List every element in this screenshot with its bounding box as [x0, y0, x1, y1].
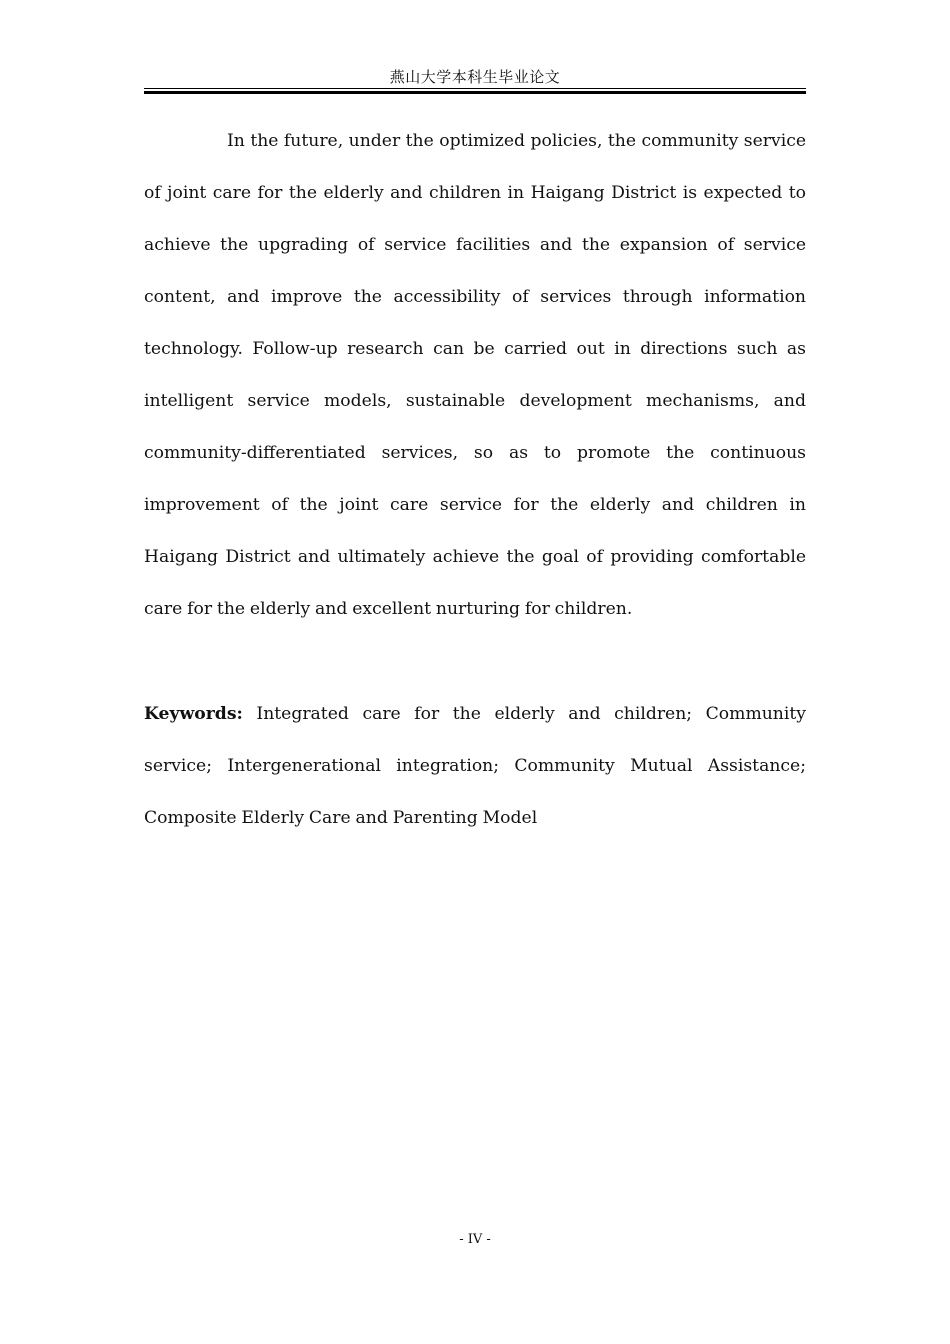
keywords-paragraph — [144, 688, 806, 844]
header-rule-thick — [144, 91, 806, 94]
page-number: - IV - — [459, 1232, 491, 1247]
page-header-title: 燕山大学本科生毕业论文 — [389, 68, 561, 86]
abstract-paragraph: In the future, under the optimized policies, the community service of joint care for the elderly and children in Haigang District is expected to achieve the upgrading of service facilities and the expansion of service content, and improve the accessibility of services through information technology. Follow-up research can be carried out in directions such as intelligent service models, sustainable development mechanisms, and community-differentiated services, so as to promote the continuous improvement of the joint care service for the elderly and children in Haigang District and ultimately achieve the goal of providing comfortable care for the elderly and excellent nurturing for children. — [144, 131, 806, 619]
header-rule-thin — [144, 88, 806, 89]
keywords-text: Integrated care for the elderly and children; Community service; Intergenerational integration; Community Mutual Assistance; Composite Elderly Care and Parenting Model — [144, 704, 806, 828]
keywords-label: Keywords: — [144, 704, 243, 724]
